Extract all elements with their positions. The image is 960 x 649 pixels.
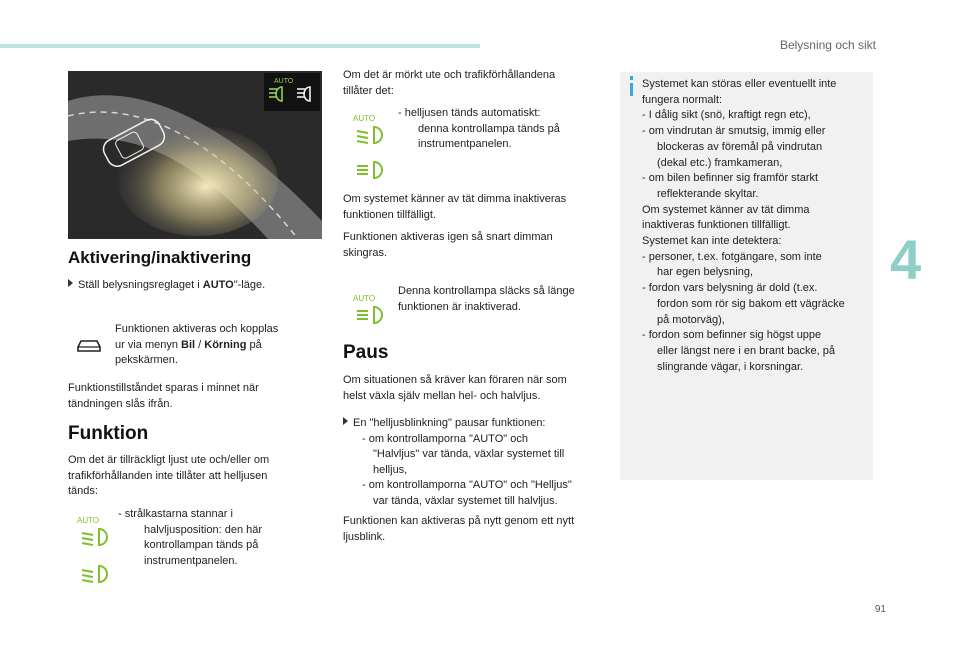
section-title: Belysning och sikt [779,38,876,52]
lowbeam-icon-2 [80,564,108,584]
info-item-line: reflekterande skyltar. [657,187,759,200]
flash-step-text: En "helljusblinkning" pausar funktionen: [353,417,546,429]
menu-note-line: Funktionen aktiveras och kopplas [115,323,279,335]
info-detect-line: eller längst nere i en brant backe, på [657,344,835,357]
saved-note [68,381,318,412]
off-lamp-note-line: Denna kontrollampa släcks så länge [398,285,575,297]
lowbeam-item-line: - strålkastarna stannar i [118,508,233,520]
flash-step [343,416,608,432]
highbeam-icon-2 [355,305,383,325]
info-item-line: - I dålig sikt (snö, kraftigt regn etc), [642,109,811,122]
info-intro-line: Systemet kan störas eller eventuellt inte [642,78,837,90]
reactivate-pause-line: Funktionen kan aktiveras på nytt genom ett nytt [343,515,575,527]
reactivate-note-line: skingras. [343,246,388,259]
pause-intro-line: Om situationen så kräver kan föraren när som [343,374,567,386]
heading-pause: Paus [343,342,389,363]
dark-intro [343,68,603,99]
activation-step [68,278,318,294]
info-item-line: - om vindrutan är smutsig, immig eller [642,125,826,138]
lowbeam-icon [80,527,108,547]
highbeam-item-line: denna kontrollampa tänds på [418,122,560,135]
flash-item-line: var tända, växlar systemet till halvljus. [373,494,558,507]
pause-intro [343,373,603,404]
function-intro-line: Om det är tillräckligt ljust ute och/eller om [68,454,270,466]
auto-label: AUTO [77,516,100,525]
flash-item [343,432,608,479]
function-intro-line: tänds: [68,485,98,497]
info-item-line: (dekal etc.) framkameran, [657,156,783,169]
off-lamp-note [398,284,598,315]
flash-item-line: - om kontrollamporna "AUTO" och [362,432,528,445]
reactivate-pause-line: ljusblink. [343,530,386,543]
lowbeam-item-line: kontrollampan tänds på [144,539,259,551]
reactivate-pause [343,514,608,545]
flash-item-line: helljus, [373,463,408,476]
auto-label-3: AUTO [353,294,376,303]
fog-note-line: funktionen tillfälligt. [343,208,436,221]
lowbeam-item [118,507,298,569]
fog-note [343,192,603,223]
info-fog-line: inaktiveras funktionen tillfälligt. [642,219,791,232]
lowbeam-icon-3 [355,125,383,145]
auto-label-2: AUTO [353,114,376,123]
flash-item-line: "Halvljus" var tända, växlar systemet till [373,448,565,460]
info-detect-line: på motorväg), [657,313,725,326]
photo-auto-badge: AUTO [274,78,294,85]
page-number: 91 [874,604,886,615]
reactivate-note [343,230,603,261]
highbeam-item-line: - helljusen tänds automatiskt: [398,107,541,119]
heading-function: Funktion [68,423,149,444]
highbeam-icon [355,160,383,180]
info-cannot-detect: Systemet kan inte detektera: [642,235,782,248]
info-detect-line: slingrande vägar, i korsningar. [657,360,804,373]
info-detect-line: - fordon som befinner sig högst uppe [642,329,822,342]
pause-intro-line: helst växla själv mellan hel- och halvljus. [343,389,541,402]
road-scene-graphic [68,71,322,239]
info-item-line: blockeras av föremål på vindrutan [657,140,823,153]
info-detect-line: har egen belysning, [657,266,754,279]
activation-step-text: Ställ belysningsreglaget i AUTO"-läge. [78,279,266,291]
menu-note-line-2: ur via menyn Bil / Körning på [115,338,262,351]
info-item-line: - om bilen befinner sig framför starkt [642,172,819,185]
road-illustration [68,71,322,239]
function-intro-line: trafikförhållanden inte tillåter att helljusen [68,469,268,482]
saved-note-line: Funktionstillståndet sparas i minnet när [68,382,259,394]
step-arrow-icon [68,279,73,287]
car-menu-icon [75,336,103,356]
header-accent-bar [0,44,480,48]
info-icon [630,83,633,96]
highbeam-item [398,106,598,153]
info-detect-line: fordon som rör sig bakom ett vägräcke [657,297,845,310]
info-icon-dot [630,76,633,80]
info-intro-line: fungera normalt: [642,93,723,106]
dark-intro-line: tillåter det: [343,84,394,97]
dark-intro-line: Om det är mörkt ute och trafikförhållandena [343,69,556,81]
menu-note-line: pekskärmen. [115,354,178,366]
reactivate-note-line: Funktionen aktiveras igen så snart dimman [343,231,553,243]
flash-block [343,416,608,509]
lowbeam-item-line: halvljusposition: den här [144,523,263,536]
info-text [642,77,867,375]
heading-activation: Aktivering/inaktivering [68,248,252,267]
saved-note-line: tändningen slås ifrån. [68,397,173,410]
info-detect-line: - fordon vars belysning är dold (t.ex. [642,282,818,295]
flash-item [343,478,608,509]
flash-item-line: - om kontrollamporna "AUTO" och "Helljus" [362,479,572,491]
off-lamp-note-line: funktionen är inaktiverad. [398,300,521,313]
chapter-number: 4 [890,228,922,291]
function-intro [68,453,318,500]
step-arrow-icon-2 [343,417,348,425]
info-fog-line: Om systemet känner av tät dimma [642,203,810,216]
fog-note-line: Om systemet känner av tät dimma inaktiveras [343,193,567,205]
info-detect-line: - personer, t.ex. fotgängare, som inte [642,250,822,263]
highbeam-item-line: instrumentpanelen. [418,138,512,150]
lowbeam-item-line: instrumentpanelen. [144,554,238,567]
menu-note [115,322,300,369]
